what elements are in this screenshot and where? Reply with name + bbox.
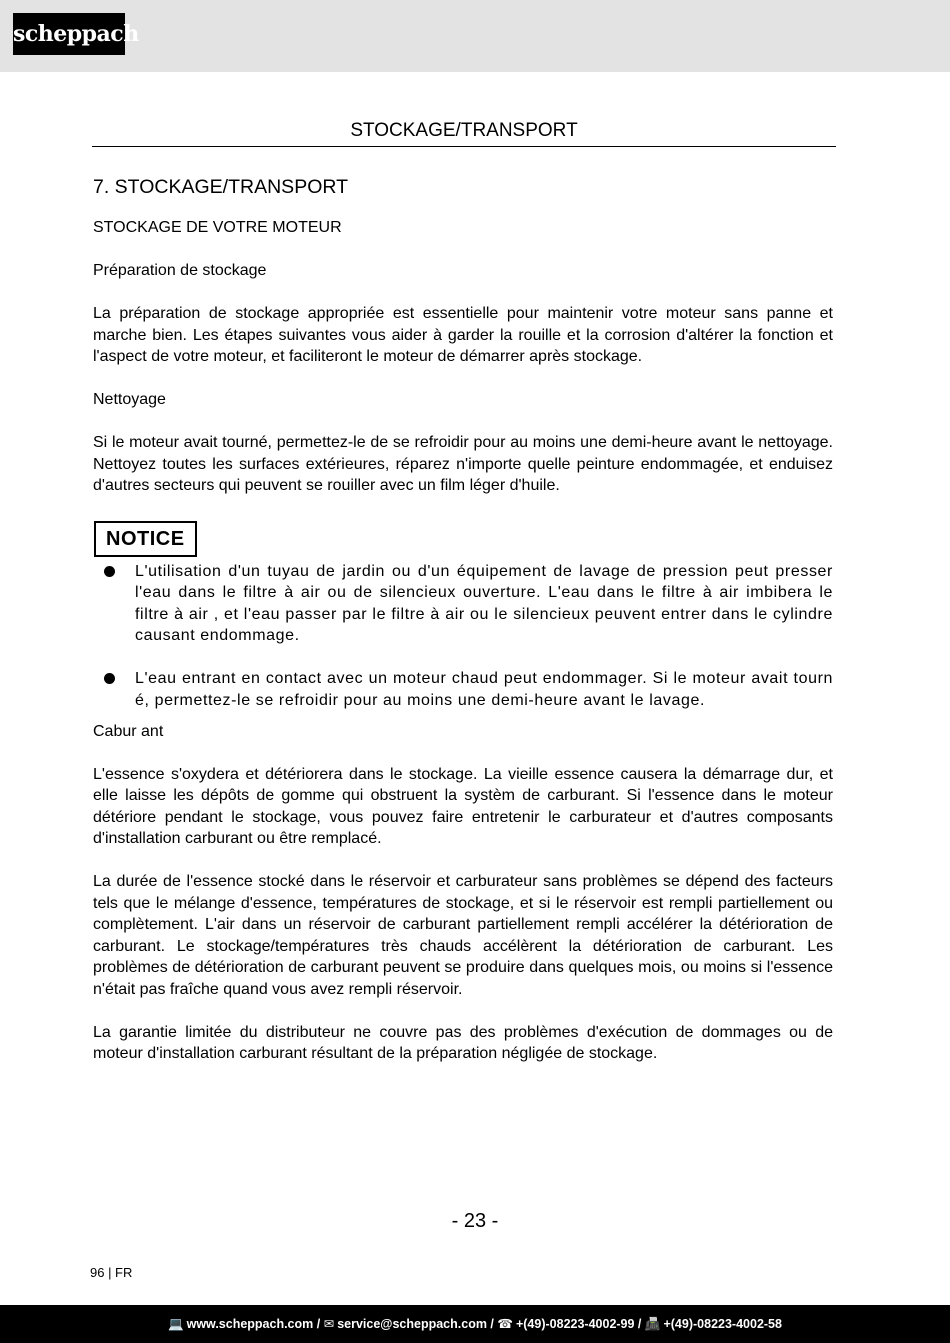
fuel-title: Cabur ant: [93, 722, 164, 740]
phone-icon: ☎: [497, 1317, 513, 1331]
prep-title: Préparation de stockage: [93, 262, 267, 279]
section-header: STOCKAGE/TRANSPORT: [350, 120, 578, 141]
mail-icon: ✉: [323, 1317, 335, 1331]
prep-paragraph: La préparation de stockage appropriée est essentielle pour maintenir votre moteur sans panne et marche bien. Les étapes suivantes vous aider à garder la rouille et la corrosion d'altérer la fonction et l'aspect de votre moteur, et faciliteront le moteur de démarrer après stockage.: [93, 305, 833, 365]
header-band: [0, 0, 950, 72]
page-reference: 96 | FR: [90, 1265, 133, 1280]
footer-email[interactable]: service@scheppach.com /: [337, 1317, 494, 1331]
computer-icon: 💻: [168, 1317, 184, 1331]
notice-label: NOTICE: [94, 521, 197, 557]
section-subheading: STOCKAGE DE VOTRE MOTEUR: [93, 219, 342, 236]
footer-phone: +(49)-08223-4002-99 /: [515, 1317, 642, 1331]
footer-fax: +(49)-08223-4002-58: [663, 1317, 782, 1331]
chapter-heading: 7. STOCKAGE/TRANSPORT: [93, 176, 349, 198]
fuel-paragraph-2: La durée de l'essence stocké dans le réservoir et carburateur sans problèmes se dépend des facteurs tels que le mélange d'essence, températures de stockage, et si le réservoir est rempli partiellement ou complètement. L'air dans un réservoir de carburant partiellement rempli accélérer la détérioration de carburant. Le stockage/températures très chauds accélèrent la détérioration de carburant. Les problèmes de détérioration de carburant peuvent se produire dans quelques mois, ou moins si l'essence n'était pas fraîche quand vous avez rempli réservoir.: [93, 873, 833, 998]
fax-icon: 📠: [644, 1317, 661, 1331]
header-divider: [92, 146, 836, 147]
footer-website[interactable]: www.scheppach.com /: [186, 1317, 321, 1331]
fuel-paragraph-1: L'essence s'oxydera et détériorera dans le stockage. La vieille essence causera la démarrage dur, et elle laisse les dépôts de gomme qui obstruent la systèm de carburant. Si l'essence dans le moteur détériore pendant le stockage, vous pouvez faire entretenir le carburateur et d'autres composants d'installation carburant ou être remplacé.: [93, 765, 833, 847]
bullet-dot-icon: [104, 566, 115, 577]
footer-contact-bar: [0, 1305, 950, 1343]
brand-logo: scheppach: [13, 13, 125, 55]
warranty-paragraph: La garantie limitée du distributeur ne couvre pas des problèmes d'exécution de dommages ou de moteur d'installation carburant résultant de la préparation négligée de stockage.: [93, 1023, 833, 1062]
bullet-item: [93, 561, 833, 647]
bullet-text: L'utilisation d'un tuyau de jardin ou d'un équipement de lavage de pression peut presser l'eau dans le filtre à air ou de silencieux ouverture. L'eau dans le filtre à air imbibera le filtre à air , et l'eau passer par le filtre à air ou le silencieux peuvent entrer dans le cylindre causant endommage.: [135, 562, 833, 644]
bullet-dot-icon: [104, 673, 115, 684]
bullet-item: [93, 668, 833, 711]
cleaning-title: Nettoyage: [93, 391, 166, 408]
bullet-text: L'eau entrant en contact avec un moteur chaud peut endommager. Si le moteur avait tourn é, permettez-le se refroidir pour au moins une demi-heure avant le lavage.: [135, 670, 833, 709]
main-content: [93, 174, 833, 1086]
cleaning-paragraph: Si le moteur avait tourné, permettez-le de se refroidir pour au moins une demi-heure avant le nettoyage. Nettoyez toutes les surfaces extérieures, réparez n'importe quelle peinture endommagée, et enduisez d'autres secteurs qui peuvent se rouiller avec un film léger d'huile.: [93, 434, 833, 494]
page-number: - 23 -: [451, 1210, 499, 1232]
